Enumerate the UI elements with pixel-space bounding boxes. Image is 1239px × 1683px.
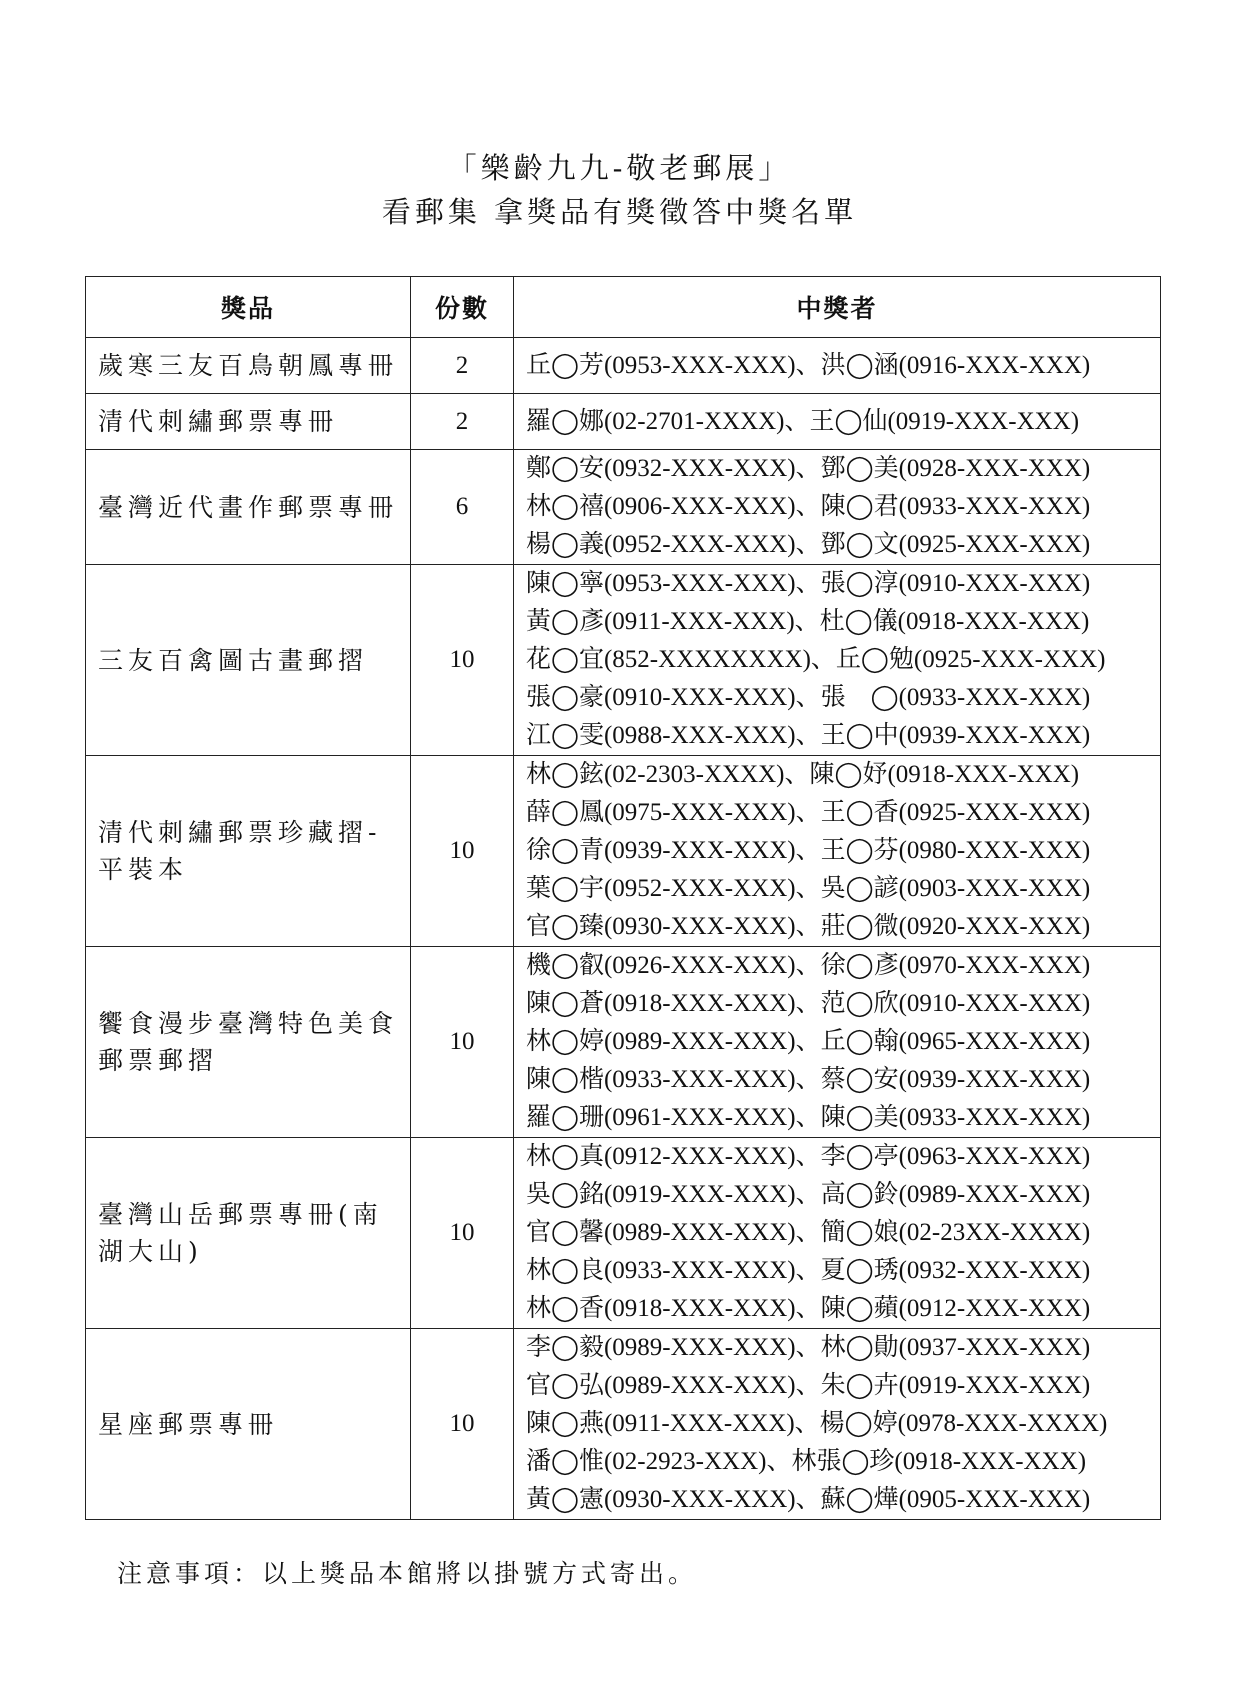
column-header-winners: 中獎者 (514, 277, 1161, 338)
winner-line: 陳◯燕(0911-XXX-XXX)、楊◯婷(0978-XXX-XXXX) (526, 1410, 1108, 1437)
table-row (86, 947, 1161, 1138)
prize-name-cell: 臺灣山岳郵票專冊(南湖大山) (86, 1138, 411, 1329)
winner-line: 陳◯蒼(0918-XXX-XXX)、范◯欣(0910-XXX-XXX) (526, 990, 1091, 1017)
prize-name-cell: 三友百禽圖古畫郵摺 (86, 565, 411, 756)
column-header-count: 份數 (411, 277, 514, 338)
table-row (86, 565, 1161, 756)
winners-cell (514, 394, 1161, 450)
prize-name-cell: 臺灣近代畫作郵票專冊 (86, 450, 411, 565)
winner-line: 葉◯宇(0952-XXX-XXX)、吳◯諺(0903-XXX-XXX) (526, 875, 1091, 902)
prize-name-cell: 饗食漫步臺灣特色美食郵票郵摺 (86, 947, 411, 1138)
winners-cell (514, 450, 1161, 565)
winner-line: 林◯香(0918-XXX-XXX)、陳◯蘋(0912-XXX-XXX) (526, 1295, 1091, 1322)
table-row (86, 394, 1161, 450)
table-row (86, 756, 1161, 947)
winner-line: 吳◯銘(0919-XXX-XXX)、高◯鈴(0989-XXX-XXX) (526, 1181, 1091, 1208)
winner-line: 徐◯青(0939-XXX-XXX)、王◯芬(0980-XXX-XXX) (526, 837, 1091, 864)
winner-line: 花◯宜(852-XXXXXXXX)、丘◯勉(0925-XXX-XXX) (526, 646, 1106, 673)
prize-count-cell: 10 (411, 1329, 514, 1520)
winner-line: 楊◯義(0952-XXX-XXX)、鄧◯文(0925-XXX-XXX) (526, 531, 1091, 558)
winner-line: 薛◯鳳(0975-XXX-XXX)、王◯香(0925-XXX-XXX) (526, 799, 1091, 826)
winner-line: 林◯良(0933-XXX-XXX)、夏◯琇(0932-XXX-XXX) (526, 1257, 1091, 1284)
winner-line: 官◯臻(0930-XXX-XXX)、莊◯微(0920-XXX-XXX) (526, 913, 1091, 940)
table-row (86, 450, 1161, 565)
notice-text: 注意事項：以上獎品本館將以掛號方式寄出。 (117, 1559, 698, 1588)
winner-line: 林◯婷(0989-XXX-XXX)、丘◯翰(0965-XXX-XXX) (526, 1028, 1091, 1055)
winner-line: 黃◯彥(0911-XXX-XXX)、杜◯儀(0918-XXX-XXX) (526, 608, 1090, 635)
winner-line: 黃◯憲(0930-XXX-XXX)、蘇◯燁(0905-XXX-XXX) (526, 1486, 1091, 1513)
winner-line: 陳◯楷(0933-XXX-XXX)、蔡◯安(0939-XXX-XXX) (526, 1066, 1091, 1093)
winner-line: 林◯真(0912-XXX-XXX)、李◯亭(0963-XXX-XXX) (526, 1143, 1091, 1170)
winner-line: 官◯馨(0989-XXX-XXX)、簡◯娘(02-23XX-XXXX) (526, 1219, 1091, 1246)
prize-count-cell: 6 (411, 450, 514, 565)
table-header-row (86, 277, 1161, 338)
table-row (86, 338, 1161, 394)
winners-cell (514, 1329, 1161, 1520)
winner-line: 江◯雯(0988-XXX-XXX)、王◯中(0939-XXX-XXX) (526, 722, 1091, 749)
prize-count-cell: 10 (411, 1138, 514, 1329)
winner-line: 羅◯娜(02-2701-XXXX)、王◯仙(0919-XXX-XXX) (526, 407, 1080, 435)
winner-line: 鄭◯安(0932-XXX-XXX)、鄧◯美(0928-XXX-XXX) (526, 455, 1091, 482)
winner-line: 官◯弘(0989-XXX-XXX)、朱◯卉(0919-XXX-XXX) (526, 1372, 1091, 1399)
prize-name-cell: 歲寒三友百鳥朝鳳專冊 (86, 338, 411, 394)
winners-table (85, 276, 1161, 1520)
document-title: 「樂齡九九-敬老郵展」 (447, 151, 792, 185)
prize-name-cell: 星座郵票專冊 (86, 1329, 411, 1520)
winner-line: 羅◯珊(0961-XXX-XXX)、陳◯美(0933-XXX-XXX) (526, 1104, 1091, 1131)
prize-count-cell: 2 (411, 394, 514, 450)
winner-line: 陳◯寧(0953-XXX-XXX)、張◯淳(0910-XXX-XXX) (526, 570, 1091, 597)
winner-line: 林◯禧(0906-XXX-XXX)、陳◯君(0933-XXX-XXX) (526, 493, 1091, 520)
winners-cell (514, 338, 1161, 394)
winner-line: 機◯叡(0926-XXX-XXX)、徐◯彥(0970-XXX-XXX) (526, 952, 1091, 979)
winner-line: 丘◯芳(0953-XXX-XXX)、洪◯涵(0916-XXX-XXX) (526, 351, 1091, 379)
winner-line: 李◯毅(0989-XXX-XXX)、林◯勛(0937-XXX-XXX) (526, 1334, 1091, 1361)
winners-cell (514, 565, 1161, 756)
prize-name-cell: 清代刺繡郵票專冊 (86, 394, 411, 450)
prize-count-cell: 10 (411, 565, 514, 756)
winner-line: 潘◯惟(02-2923-XXX)、林張◯珍(0918-XXX-XXX) (526, 1448, 1087, 1475)
column-header-prize: 獎品 (86, 277, 411, 338)
winners-cell (514, 947, 1161, 1138)
table-row (86, 1138, 1161, 1329)
winners-cell (514, 756, 1161, 947)
prize-count-cell: 10 (411, 756, 514, 947)
document-subtitle: 看郵集 拿獎品有獎徵答中獎名單 (381, 195, 858, 229)
prize-count-cell: 2 (411, 338, 514, 394)
winners-cell (514, 1138, 1161, 1329)
prize-name-cell: 清代刺繡郵票珍藏摺-平裝本 (86, 756, 411, 947)
winner-line: 張◯豪(0910-XXX-XXX)、張 ◯(0933-XXX-XXX) (526, 684, 1091, 711)
table-row (86, 1329, 1161, 1520)
winner-line: 林◯鉉(02-2303-XXXX)、陳◯妤(0918-XXX-XXX) (526, 761, 1080, 788)
prize-count-cell: 10 (411, 947, 514, 1138)
